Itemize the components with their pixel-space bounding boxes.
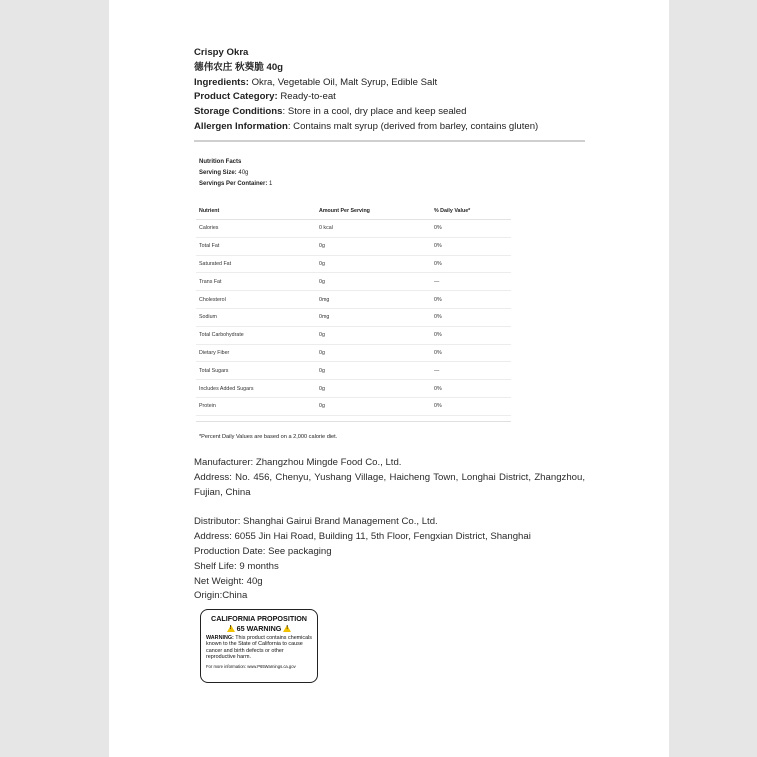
distributor-address: Address: 6055 Jin Hai Road, Building 11, 5th Floor, Fengxian District, Shanghai [194, 531, 531, 543]
table-row [196, 220, 511, 238]
nutrient-amount: 0mg [316, 291, 431, 309]
nutrient-name: Trans Fat [196, 273, 316, 291]
nutrient-amount: 0g [316, 362, 431, 380]
servings-value: 1 [267, 181, 273, 187]
serving-size-line [199, 168, 519, 179]
nutrition-header-row [196, 203, 511, 220]
allergen-label: Allergen Information [194, 120, 288, 132]
nutrient-amount: 0g [316, 380, 431, 398]
table-row [196, 273, 511, 291]
spacer [194, 500, 585, 515]
nutrient-name: Total Fat [196, 237, 316, 255]
table-row [196, 344, 511, 362]
nutrient-dv: 0% [431, 220, 511, 238]
nutrient-name: Saturated Fat [196, 255, 316, 273]
allergen-value: : Contains malt syrup (derived from barley, contains gluten) [287, 120, 539, 132]
product-chinese-name: 德伟农庄 秋葵脆 40g [194, 61, 284, 73]
nutrient-name: Calories [196, 220, 316, 238]
prop65-more-info: For more information: www.P65Warnings.ca.gov [206, 663, 296, 669]
nutrient-dv: 0% [431, 344, 511, 362]
manufacturer-address: Address: No. 456, Chenyu, Yushang Village, Haicheng Town, Longhai District, Zhangzhou, Fujian, China [194, 471, 585, 498]
origin: Origin:China [194, 590, 248, 602]
serving-size-value: 40g [236, 170, 249, 176]
nutrient-dv: 0% [431, 237, 511, 255]
storage-line [194, 105, 594, 120]
nutrient-amount: 0g [316, 273, 431, 291]
shelf-life: Shelf Life: 9 months [194, 560, 279, 572]
nutrient-amount: 0g [316, 237, 431, 255]
daily-value-footnote: *Percent Daily Values are based on a 2,000 calorie diet. [199, 434, 338, 440]
nutrient-name: Dietary Fiber [196, 344, 316, 362]
table-bottom-rule [196, 421, 511, 422]
prop65-title-text: 65 WARNING [236, 623, 282, 633]
table-row [196, 291, 511, 309]
manufacturer: Manufacturer: Zhangzhou Mingde Food Co., Ltd. [194, 457, 402, 468]
ingredients-line [194, 76, 594, 91]
nutrient-amount: 0g [316, 397, 431, 415]
nutrient-dv: 0% [431, 397, 511, 415]
prop65-warning-text [206, 635, 312, 661]
nutrient-dv: 0% [431, 255, 511, 273]
net-weight: Net Weight: 40g [194, 575, 263, 587]
nutrient-amount: 0g [316, 344, 431, 362]
table-row [196, 362, 511, 380]
ingredients-value: Okra, Vegetable Oil, Malt Syrup, Edible Salt [248, 76, 438, 88]
storage-label: Storage Conditions [194, 106, 283, 118]
product-name: Crispy Okra [194, 47, 249, 58]
nutrition-table [196, 203, 511, 416]
section-divider [194, 140, 585, 142]
column-header: Nutrient [196, 203, 316, 220]
warning-triangle-icon [227, 625, 235, 632]
table-row [196, 326, 511, 344]
nutrient-amount: 0 kcal [316, 220, 431, 238]
table-row [196, 380, 511, 398]
nutrient-name: Cholesterol [196, 291, 316, 309]
prop65-warning-label: WARNING: [206, 634, 234, 641]
prop65-warning-box [200, 609, 318, 683]
nutrition-title: Nutrition Facts [199, 159, 242, 165]
product-header [194, 46, 594, 135]
production-date: Production Date: See packaging [194, 545, 332, 557]
nutrient-dv: 0% [431, 326, 511, 344]
label-page [109, 0, 669, 757]
nutrient-name: Total Sugars [196, 362, 316, 380]
nutrient-amount: 0g [316, 326, 431, 344]
distributor: Distributor: Shanghai Gairui Brand Management Co., Ltd. [194, 516, 438, 528]
warning-triangle-icon [283, 625, 291, 632]
nutrient-name: Total Carbohydrate [196, 326, 316, 344]
category-line [194, 90, 594, 105]
servings-label: Servings Per Container: [199, 181, 268, 187]
servings-line [199, 179, 519, 190]
nutrient-dv: 0% [431, 380, 511, 398]
table-row [196, 255, 511, 273]
prop65-title-line1: CALIFORNIA PROPOSITION [211, 614, 307, 623]
category-value: Ready-to-eat [277, 91, 336, 103]
nutrient-amount: 0mg [316, 308, 431, 326]
ingredients-label: Ingredients: [194, 76, 249, 88]
storage-value: : Store in a cool, dry place and keep sealed [282, 106, 467, 118]
prop65-title-line2 [206, 624, 312, 633]
allergen-line [194, 120, 594, 135]
serving-size-label: Serving Size: [199, 170, 237, 176]
company-info [194, 456, 585, 604]
nutrient-amount: 0g [316, 255, 431, 273]
table-row [196, 308, 511, 326]
nutrient-dv: — [431, 273, 511, 291]
nutrient-name: Protein [196, 397, 316, 415]
nutrient-dv: 0% [431, 291, 511, 309]
nutrient-dv: — [431, 362, 511, 380]
table-row [196, 397, 511, 415]
column-header: % Daily Value* [431, 203, 511, 220]
category-label: Product Category: [194, 91, 278, 103]
table-row [196, 237, 511, 255]
nutrition-facts-header [199, 157, 519, 190]
nutrient-name: Includes Added Sugars [196, 380, 316, 398]
prop65-warning-body: This product contains chemicals known to the State of California to cause cancer and birth defects or other reproductive harm. [206, 634, 312, 661]
nutrient-name: Sodium [196, 308, 316, 326]
nutrient-dv: 0% [431, 308, 511, 326]
column-header: Amount Per Serving [316, 203, 431, 220]
